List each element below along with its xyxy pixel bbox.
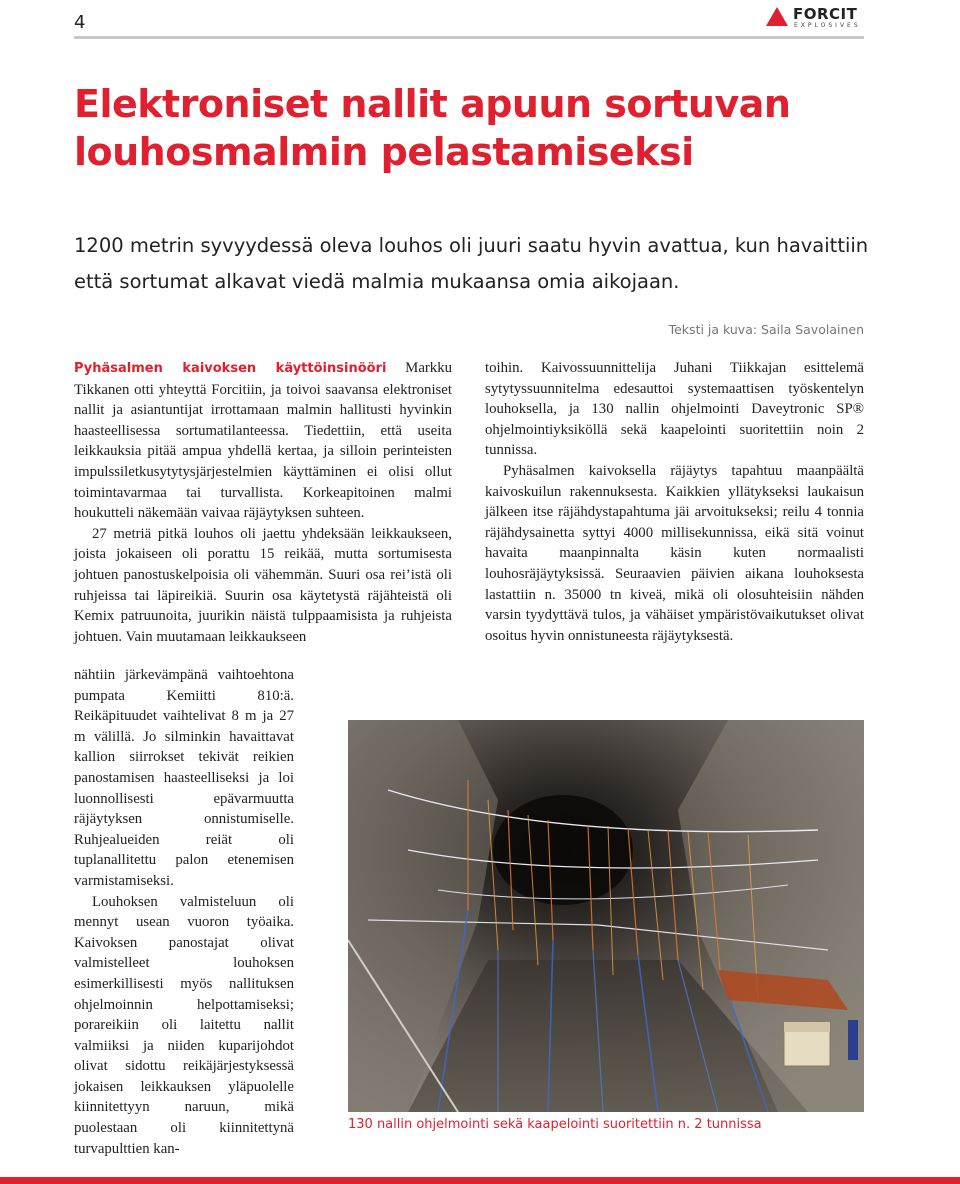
forcit-logo [766,4,866,30]
paragraph-1-text: Markku Tikkanen otti yhteyttä Forcitiin, ja toivoi saavansa elektroniset nallit ja asiantuntijat irrottamaan malmin hallitusti hyvinkin haasteellisessa sortumatilanteessa. Tiedettiin, että useita leikkauksia pitää ampua yhdellä kertaa, ja silloin perinteisten impulssiletkusytytysjärjestelmien käyttäminen ei olisi ollut toimintavarmaa tai turvallista. Korkeapitoinen malmi houkutteli näkemään vaivaa räjäytyksen suhteen. [74,360,453,522]
article-lede: 1200 metrin syvyydessä oleva louhos oli juuri saatu hyvin avattua, kun havaittiin että sortumat alkavat viedä malmia mukaansa omia aikojaan. [74,234,869,293]
left-column-narrow [74,665,294,1159]
logo-triangle-icon [766,7,788,26]
logo-subtitle: EXPLOSIVES [794,22,861,29]
logo-wordmark: FORCIT [793,5,858,23]
bottom-accent-bar [0,1177,960,1184]
left-column-top [74,358,452,647]
mine-tunnel-photo [348,720,864,1112]
paragraph-3: Louhoksen valmisteluun oli mennyt usean vuoron työaika. Kaivoksen panostajat olivat valmistelleet louhoksen esimerkillisesti myös nallituksen ohjelmoinnin helpottamiseksi; porareikiin oli laitettu nallit valmiiksi ja niiden kuparijohdot olivat sidottu reikäjärjestyksessä jokaisen leikkauksen yläpuolelle kiinnitettyyn naruun, mikä puolestaan oli kiinnitettynä turvapulttien kan- [74,893,294,1157]
right-paragraph-2: Pyhäsalmen kaivoksella räjäytys tapahtuu maanpäältä kaivoskuilun rakennuksesta. Kaikkien yllätykseksi laukaisun jälkeen itse räjähdystapahtuma jäi arvoitukseksi; reilu 4 tonnia räjähdysainetta syttyi 4000 millisekunnissa, eikä sitä voinut havaita maanpinnalta käsin kuten normaalisti louhosräjäytyksissä. Seuraavien päivien aikana louhoksesta lastattiin n. 35000 tn kiveä, mikä oli olosuhteisiin nähden varsin tyydyttävä tulos, ja vähäiset ympäristövaikutukset olivat osoitus hyvin onnistuneesta räjäytyksestä. [485,462,864,644]
top-divider [74,36,864,39]
paragraph-1 [74,358,452,524]
article-headline: Elektroniset nallit apuun sortuvan louhosmalmin pelastamiseksi [74,82,791,174]
right-column [485,358,864,646]
lead-in: Pyhäsalmen kaivoksen käyttöinsinööri [74,361,387,376]
paragraph-2: 27 metriä pitkä louhos oli jaettu yhdeksään leikkaukseen, joista jokaiseen oli porattu 15 reikää, mutta sortumisesta johtuen panostuskelpoisia oli vähemmän. Suuri osa rei’istä oli ruhjeissa tai läpireikiä. Suurin osa käytetystä räjähteistä oli Kemix patruunoita, juurikin näistä tulppaamisista ja ruhjeista johtuen. Vain muutamaan leikkaukseen [74,525,452,645]
page-number: 4 [74,12,86,33]
right-paragraph-1: toihin. Kaivossuunnittelija Juhani Tiikkajan esittelemä sytytyssuunnitelma edesauttoi systemaattisen työskentelyn louhoksella, ja 130 nallin ohjelmointi Daveytronic SP® ohjelmointiyksiköllä sekä kaapelointi suoritettiin noin 2 tunnissa. [485,360,864,459]
photo-caption: 130 nallin ohjelmointi sekä kaapelointi suoritettiin n. 2 tunnissa [348,1117,762,1132]
article-byline: Teksti ja kuva: Saila Savolainen [668,322,864,337]
paragraph-2-continued: nähtiin järkevämpänä vaihtoehtona pumpata Kemiitti 810:ä. Reikäpituudet vaihtelivat 8 m ja 27 m välillä. Jo silminkin havaittavat kallion siirrokset tekivät reikien panostamisen haasteelliseksi ja loi luonnollisesti epävarmuutta räjäytyksen onnistumiselle. Ruhjealueiden reiät oli tuplanallitettu palon etenemisen varmistamiseksi. [74,667,294,889]
